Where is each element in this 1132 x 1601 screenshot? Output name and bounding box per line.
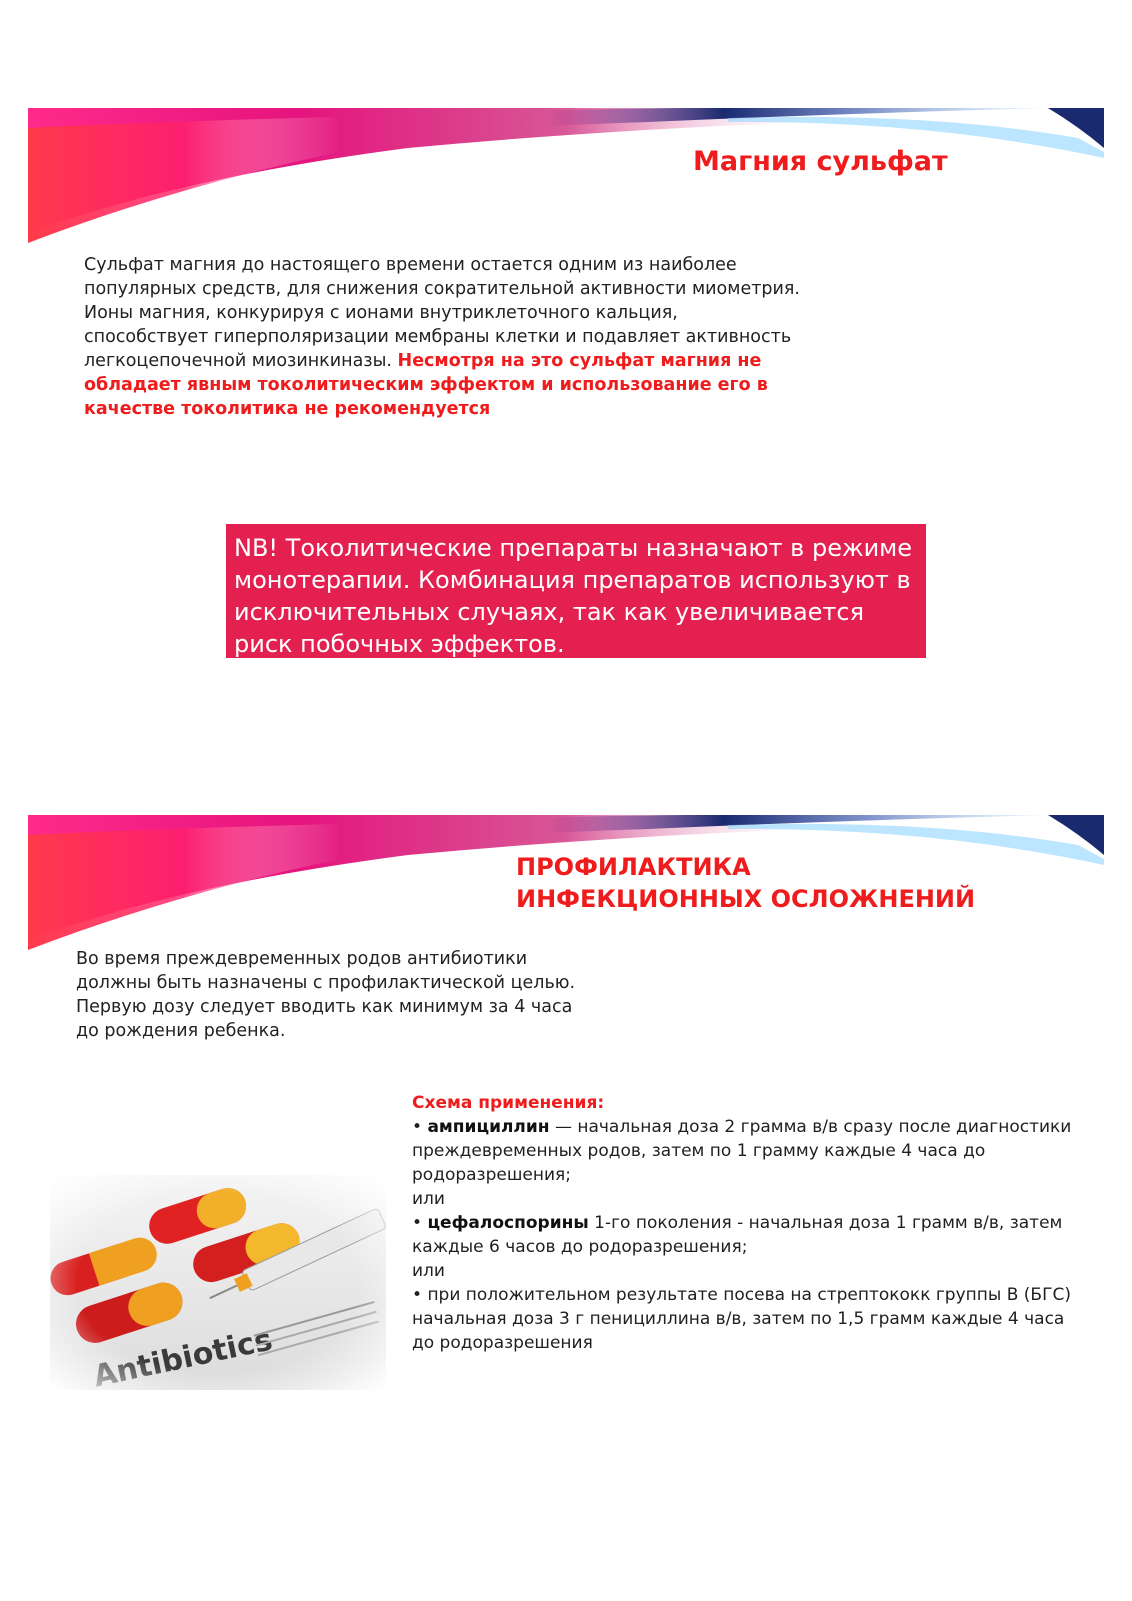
list-item [412,1115,1082,1187]
drug-name: ампициллин [427,1117,550,1137]
drug-dosage: — начальная доза 2 грамма в/в сразу после диагностики преждевременных родов, затем по 1 грамму каждые 4 часа до родоразрешения; [412,1117,1072,1185]
slide-title: Магния сульфат [693,146,948,177]
drug-dosage: при положительном результате посева на стрептококк группы В (БГС) начальная доза 3 г пенициллина в/в, затем по 1,5 грамм каждые 4 часа до родоразрешения [412,1285,1071,1353]
list-item [412,1283,1082,1355]
paragraph-text: Сульфат магния до настоящего времени остается одним из наиболее популярных средств, для снижения сократительной активности миометрия. Ионы магния, конкурируя с ионами внутриклеточного кальция, способствует гиперполяризации мембраны клетки и подавляет активность легкоцепочечной миозинкиназы. [84,255,800,371]
usage-scheme [412,1091,1082,1355]
antibiotics-pills-photo [50,1175,386,1390]
scheme-heading: Схема применения: [412,1093,605,1113]
slide-magnesium-sulfate [28,108,1104,798]
slide-infection-prophylaxis [28,815,1104,1505]
slide-title: ПРОФИЛАКТИКА ИНФЕКЦИОННЫХ ОСЛОЖНЕНИЙ [516,853,976,913]
or-separator: или [412,1189,445,1209]
bullet: • [412,1117,423,1137]
bullet: • [412,1285,423,1305]
body-paragraph: Во время преждевременных родов антибиотики должны быть назначены с профилактической целью. Первую дозу следует вводить как минимум за 4 часа до рождения ребенка. [76,949,576,1041]
drug-name: цефалоспорины [427,1213,589,1233]
nb-callout-box: NB! Токолитические препараты назначают в режиме монотерапии. Комбинация препаратов используют в исключительных случаях, так как увеличивается риск побочных эффектов. [226,524,926,658]
list-item [412,1211,1082,1259]
body-paragraph [84,253,804,421]
or-separator: или [412,1261,445,1281]
drug-dosage: 1-го поколения - начальная доза 1 грамм в/в, затем каждые 6 часов до родоразрешения; [412,1213,1063,1257]
bullet: • [412,1213,423,1233]
paragraph-warning: Несмотря на это сульфат магния не обладает явным токолитическим эффектом и использование его в качестве токолитика не рекомендуется [84,351,768,419]
